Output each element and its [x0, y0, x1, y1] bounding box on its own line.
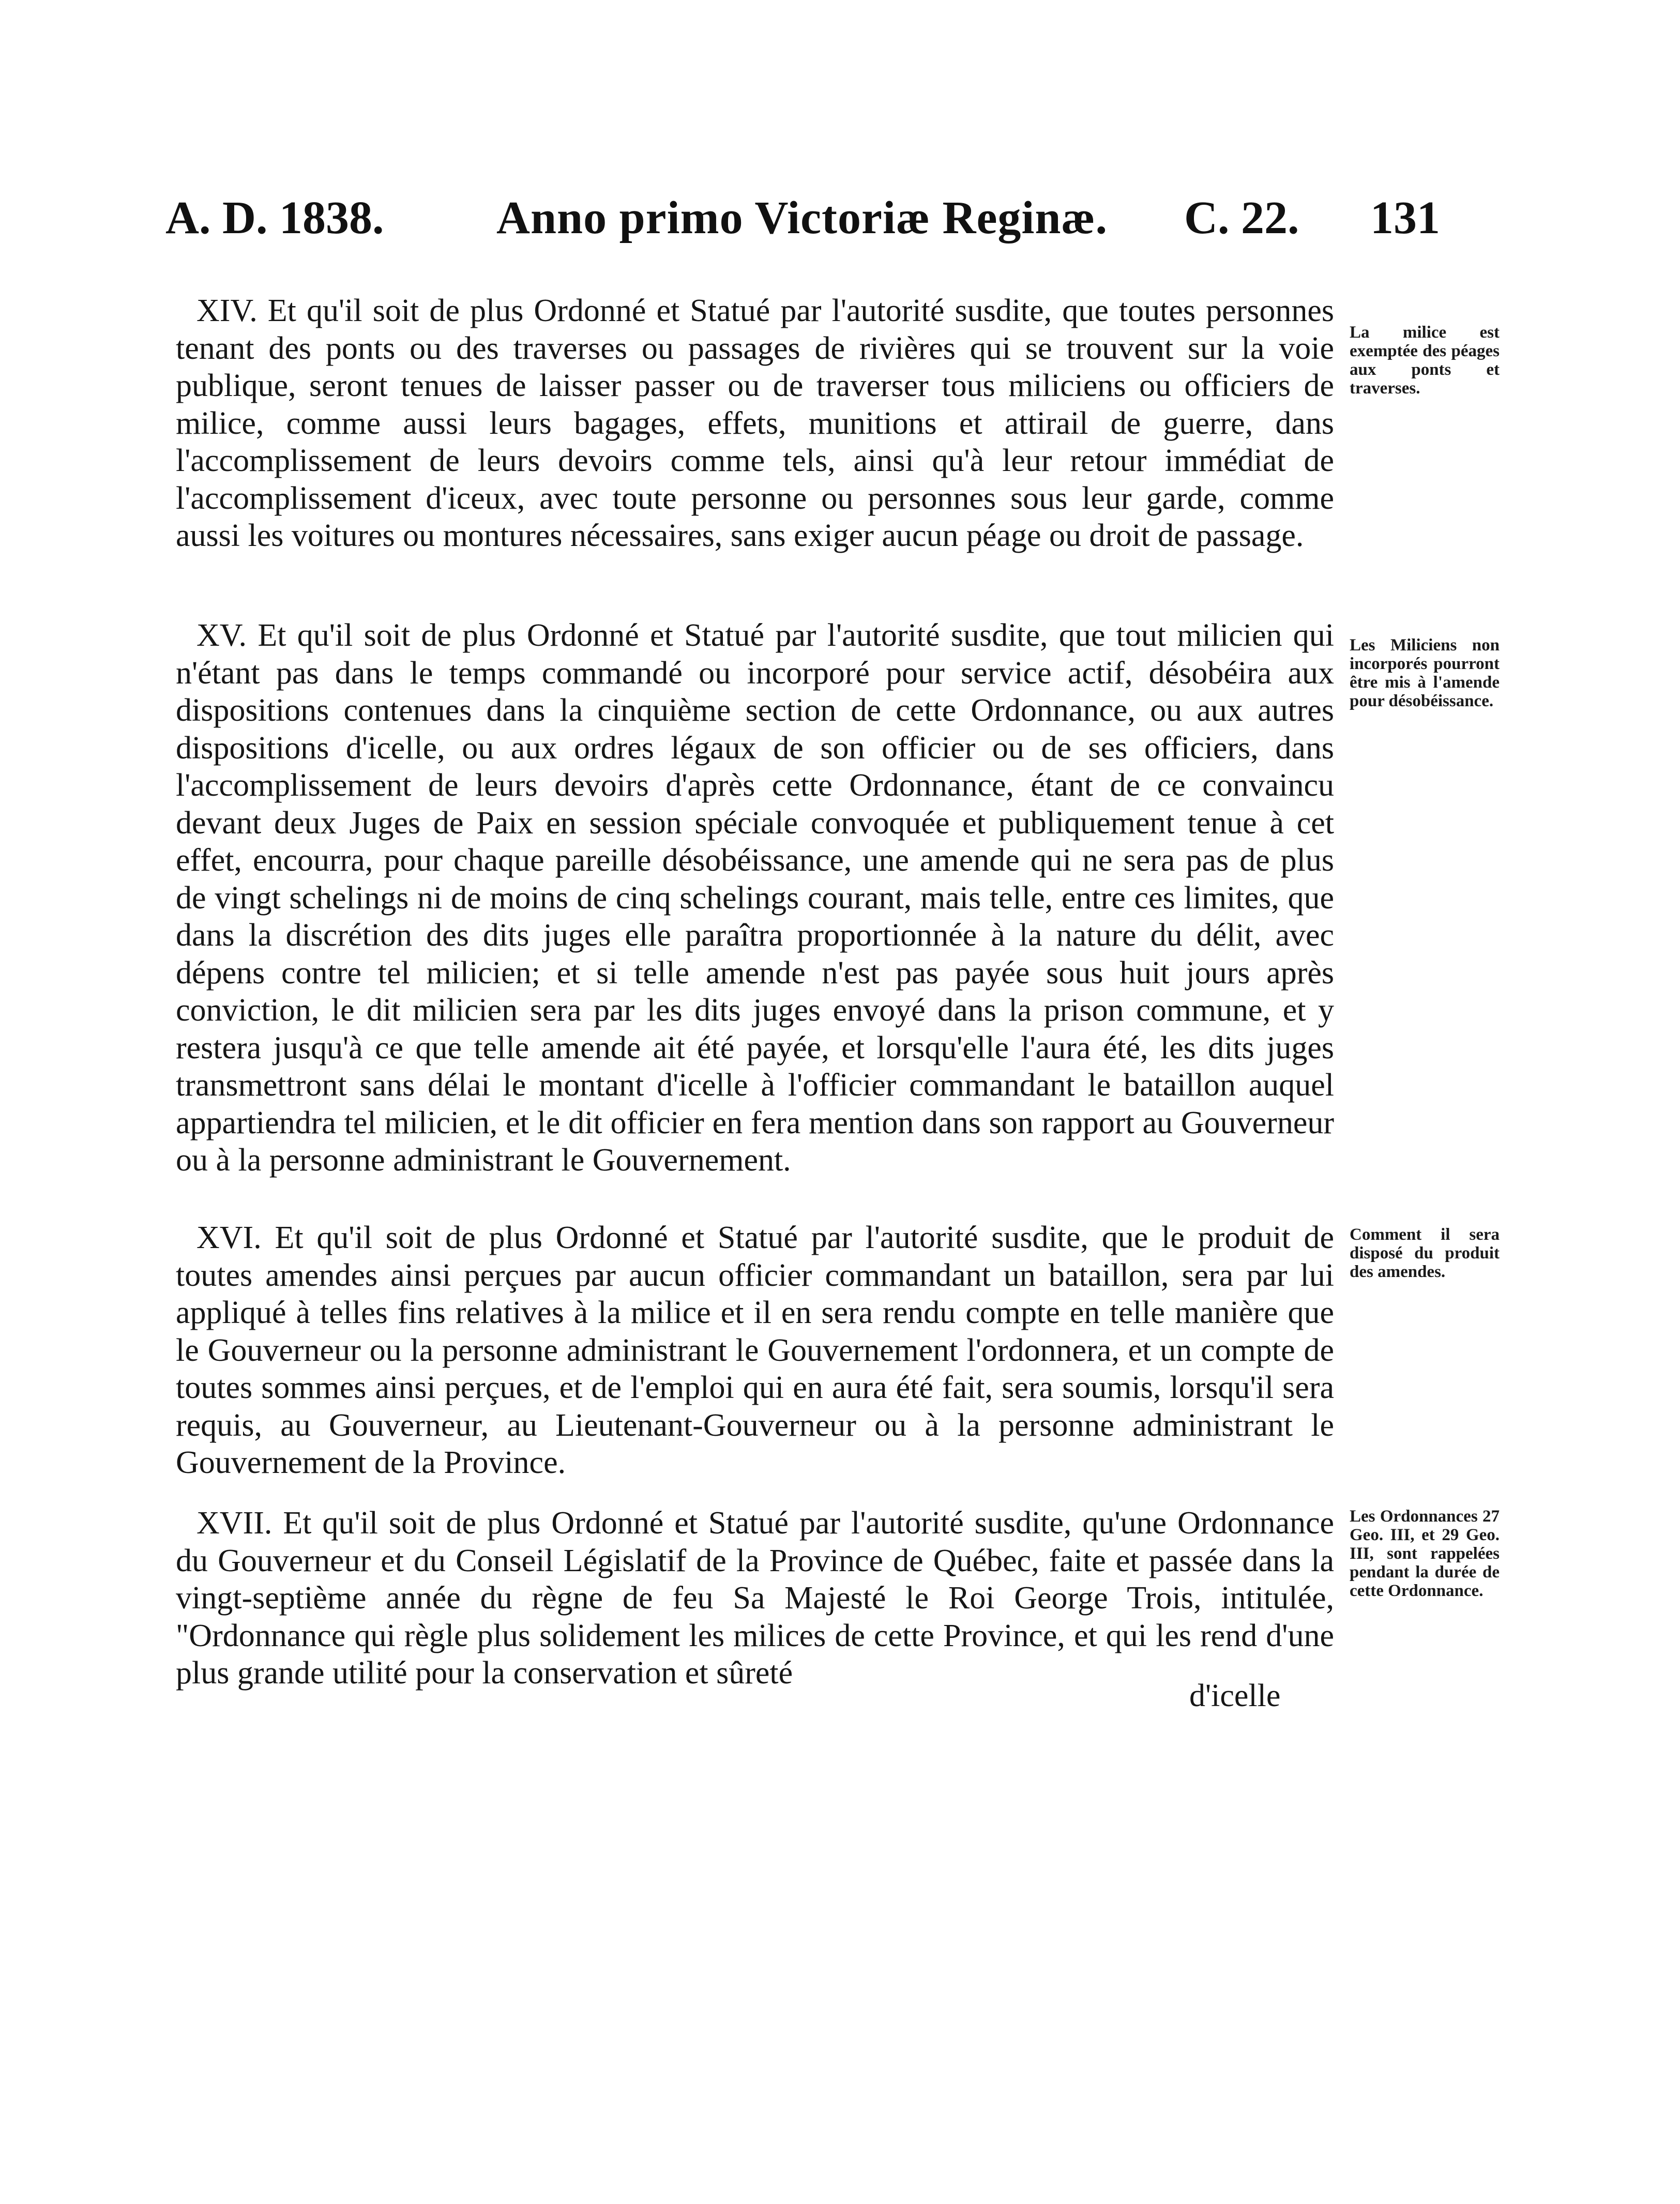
page-number: 131 — [1370, 192, 1440, 244]
section-text: Et qu'il soit de plus Ordonné et Statué par l'autorité susdite, que tout milicien qui n'étant pas dans le temps commandé ou incorporé pour service actif, désobéira aux dispositions contenues dans la cinquième section de cette Ordonnance, ou aux autres dispositions d'icelle, ou aux ordres légaux de son officier ou de ses officiers, dans l'accomplissement de leurs devoirs d'après cette Ordonnance, étant de ce convaincu devant deux Juges de Paix en session spéciale convoquée et publiquement tenue à cet effet, encourra, pour chaque pareille désobéissance, une amende qui ne sera pas de plus de vingt schelings ni de moins de cinq schelings courant, mais telle, entre ces limites, que dans la discrétion des dits juges elle paraîtra proportionnée à la nature du délit, avec dépens contre tel milicien; et si telle amende n'est pas payée sous huit jours après conviction, le dit milicien sera par les dits juges envoyé dans la prison commune, et y restera jusqu'à ce que telle amende ait été payée, et lorsqu'elle l'aura été, les dits juges transmettront sans délai le montant d'icelle à l'officier commandant le bataillon auquel appartiendra tel milicien, et le dit officier en fera mention dans son rapport au Gouverneur ou à la personne administrant le Gouvernement. — [176, 618, 1334, 1178]
section-number: XV. — [196, 618, 247, 653]
margin-note-xvii: Les Ordonnances 27 Geo. III, et 29 Geo. III, sont rappelées pendant la durée de cette Ordonnance. — [1350, 1507, 1500, 1600]
section-number: XVI. — [196, 1220, 262, 1255]
running-header — [165, 191, 1440, 253]
section-text: Et qu'il soit de plus Ordonné et Statué par l'autorité susdite, qu'une Ordonnance du Gouverneur et du Conseil Législatif de la Province de Québec, faite et passée dans la vingt-septième année du règne de feu Sa Majesté le Roi George Trois, intitulée, "Ordonnance qui règle plus solidement les milices de cette Province, et qui les rend d'une plus grande utilité pour la conservation et sûreté — [176, 1506, 1335, 1691]
section-text: Et qu'il soit de plus Ordonné et Statué par l'autorité susdite, que le produit de toutes amendes ainsi perçues par aucun officier commandant un bataillon, sera par lui appliqué à telles fins relatives à la milice et il en sera rendu compte en telle manière que le Gouverneur ou la personne administrant le Gouvernement l'ordonnera, et un compte de toutes sommes ainsi perçues, et de l'emploi qui en aura été fait, sera soumis, lorsqu'il sera requis, au Gouverneur, au Lieutenant-Gouverneur ou à la personne administrant le Gouvernement de la Province. — [176, 1220, 1334, 1480]
section-number: XVII. — [196, 1506, 273, 1541]
header-date: A. D. 1838. — [165, 192, 384, 244]
header-title: Anno primo Victoriæ Reginæ. — [496, 192, 1108, 244]
section-text: Et qu'il soit de plus Ordonné et Statué par l'autorité susdite, que toutes personnes tenant des ponts ou des traverses ou passages de rivières qui se trouvent sur la voie publique, seront tenues de laisser passer ou de traverser tous miliciens ou officiers de milice, comme aussi leurs bagages, effets, munitions et attirail de guerre, dans l'accomplissement de leurs devoirs comme tels, ainsi qu'à leur retour immédiat de l'accomplissement d'iceux, avec toute personne ou personnes sous leur garde, comme aussi les voitures ou montures nécessaires, sans exiger aucun péage ou droit de passage. — [176, 293, 1334, 553]
section-xvii — [176, 1504, 1334, 1692]
catchword: d'icelle — [1189, 1678, 1281, 1713]
margin-note-xvi: Comment il sera disposé du produit des amendes. — [1350, 1225, 1500, 1281]
margin-note-xiv: La milice est exemptée des péages aux ponts et traverses. — [1350, 323, 1500, 398]
section-xv — [176, 617, 1334, 1179]
margin-note-xv: Les Miliciens non incorporés pourront être mis à l'amende pour désobéissance. — [1350, 636, 1500, 710]
section-xvi — [176, 1219, 1334, 1482]
section-number: XIV. — [196, 293, 258, 328]
header-chapter: C. 22. — [1184, 192, 1299, 244]
section-xiv — [176, 292, 1334, 555]
